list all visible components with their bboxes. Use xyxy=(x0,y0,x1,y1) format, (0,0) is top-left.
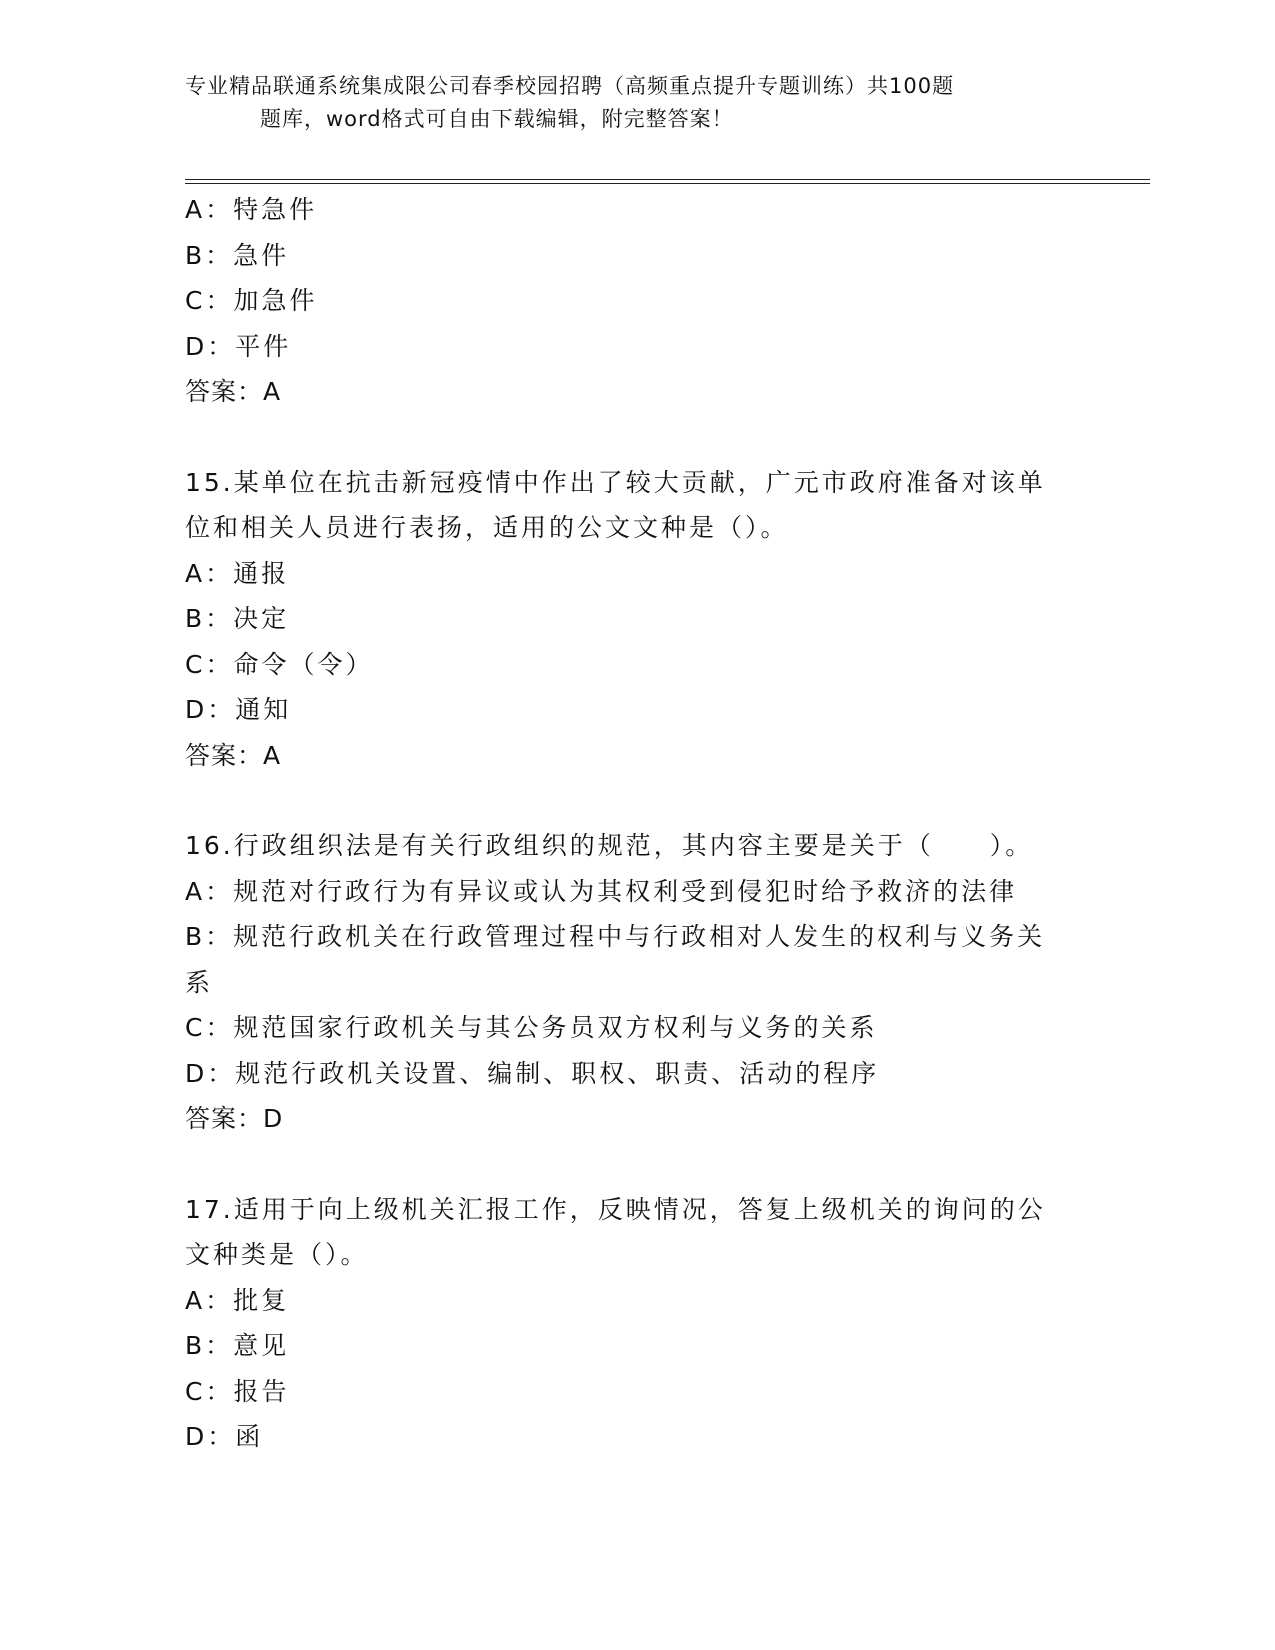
header-title-line-2: 题库，word格式可自由下载编辑，附完整答案！ xyxy=(260,107,734,131)
document-body xyxy=(185,187,1065,1460)
header-rule-bottom xyxy=(185,183,1150,184)
header-title-line-1: 专业精品联通系统集成限公司春季校园招聘（高频重点提升专题训练）共100题 xyxy=(185,74,955,98)
option-a: A：特急件 xyxy=(185,195,318,224)
option-c: C：加急件 xyxy=(185,286,318,315)
spacer xyxy=(185,415,1065,460)
option-a: A：通报 xyxy=(185,558,290,588)
option-c: C：报告 xyxy=(185,1376,290,1406)
option-d: D：通知 xyxy=(185,695,292,724)
option-a: A：批复 xyxy=(185,1285,290,1315)
option-c: C：命令（令） xyxy=(185,649,374,679)
header-rule-top xyxy=(185,179,1150,180)
option-d: D：规范行政机关设置、编制、职权、职责、活动的程序 xyxy=(185,1058,880,1088)
option-b: B：规范行政机关在行政管理过程中与行政相对人发生的权利与义务关 xyxy=(185,922,1046,951)
option-c: C：规范国家行政机关与其公务员双方权利与义务的关系 xyxy=(185,1013,878,1042)
question-stem: 位和相关人员进行表扬，适用的公文文种是（）。 xyxy=(185,513,789,542)
question-stem: 15.某单位在抗击新冠疫情中作出了较大贡献，广元市政府准备对该单 xyxy=(185,467,1046,497)
answer: 答案：A xyxy=(185,377,282,406)
option-b-continued: 系 xyxy=(185,967,214,997)
spacer xyxy=(185,778,1065,823)
spacer xyxy=(185,1142,1065,1187)
question-17 xyxy=(185,1187,1065,1460)
question-15 xyxy=(185,460,1065,779)
option-b: B：急件 xyxy=(185,240,290,270)
question-stem: 文种类是（）。 xyxy=(185,1240,369,1269)
question-14-continuation xyxy=(185,187,1065,415)
option-d: D：函 xyxy=(185,1422,264,1451)
answer: 答案：A xyxy=(185,740,282,770)
question-stem: 17.适用于向上级机关汇报工作，反映情况，答复上级机关的询问的公 xyxy=(185,1194,1046,1224)
answer: 答案：D xyxy=(185,1104,284,1133)
option-b: B：决定 xyxy=(185,604,290,633)
option-b: B：意见 xyxy=(185,1331,290,1360)
option-d: D：平件 xyxy=(185,331,292,361)
question-16 xyxy=(185,823,1065,1142)
question-stem: 16.行政组织法是有关行政组织的规范，其内容主要是关于（ ）。 xyxy=(185,831,1034,860)
option-a: A：规范对行政行为有异议或认为其权利受到侵犯时给予救济的法律 xyxy=(185,876,1018,906)
document-header xyxy=(185,70,1065,136)
